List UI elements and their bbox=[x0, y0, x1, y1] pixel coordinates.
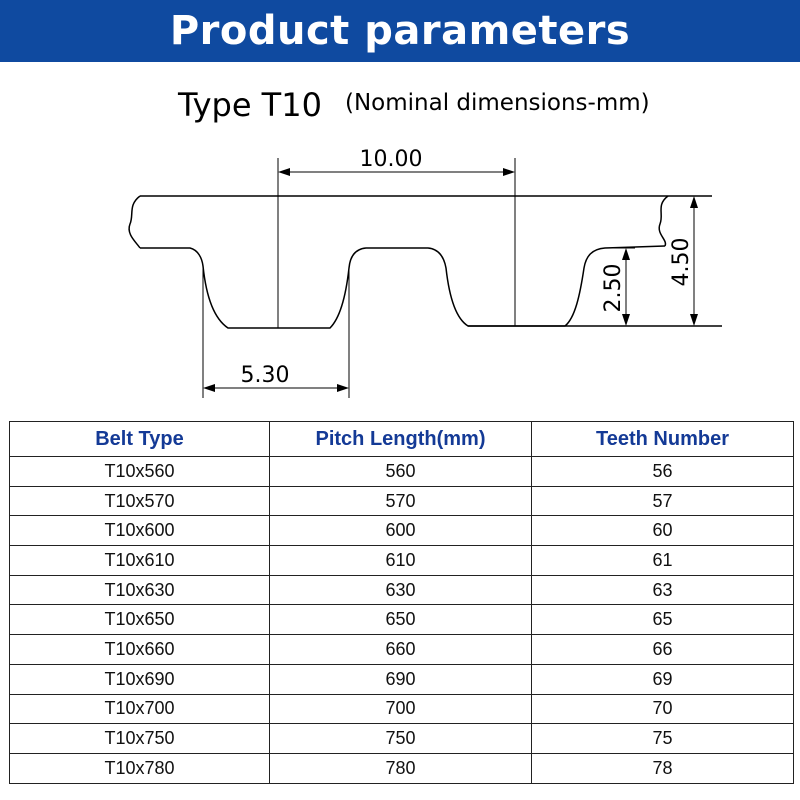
arrow-thickness-bottom bbox=[690, 314, 698, 326]
tooth-profile-diagram bbox=[0, 140, 800, 410]
belt-thickness-label: 4.50 bbox=[669, 237, 694, 287]
table-row bbox=[10, 546, 794, 576]
cell-belt-type: T10x630 bbox=[10, 575, 270, 605]
cell-belt-type: T10x650 bbox=[10, 605, 270, 635]
cell-pitch-length: 690 bbox=[270, 664, 532, 694]
table-row bbox=[10, 486, 794, 516]
right-break-line bbox=[659, 196, 668, 246]
arrow-tooth-height-top bbox=[622, 248, 630, 260]
cell-teeth-number: 78 bbox=[532, 753, 794, 783]
cell-teeth-number: 57 bbox=[532, 486, 794, 516]
belt-spec-table bbox=[9, 421, 794, 784]
cell-pitch-length: 600 bbox=[270, 516, 532, 546]
table-row bbox=[10, 724, 794, 754]
table-header-row bbox=[10, 422, 794, 457]
arrow-pitch-left bbox=[278, 168, 290, 176]
arrow-width-right bbox=[337, 384, 349, 392]
arrow-width-left bbox=[203, 384, 215, 392]
column-header-pitch-length: Pitch Length(mm) bbox=[270, 422, 532, 457]
cell-teeth-number: 63 bbox=[532, 575, 794, 605]
cell-pitch-length: 750 bbox=[270, 724, 532, 754]
cell-pitch-length: 630 bbox=[270, 575, 532, 605]
page-title: Product parameters bbox=[169, 8, 631, 54]
cell-pitch-length: 780 bbox=[270, 753, 532, 783]
cell-teeth-number: 61 bbox=[532, 546, 794, 576]
left-break-line bbox=[129, 196, 140, 248]
cell-pitch-length: 560 bbox=[270, 457, 532, 487]
belt-profile bbox=[129, 196, 722, 328]
cell-pitch-length: 700 bbox=[270, 694, 532, 724]
table-row bbox=[10, 635, 794, 665]
column-header-belt-type: Belt Type bbox=[10, 422, 270, 457]
title-banner bbox=[0, 0, 800, 62]
cell-belt-type: T10x700 bbox=[10, 694, 270, 724]
table-row bbox=[10, 516, 794, 546]
cell-belt-type: T10x560 bbox=[10, 457, 270, 487]
arrow-tooth-height-bottom bbox=[622, 314, 630, 326]
tooth-outline bbox=[140, 246, 665, 328]
belt-type-label: Type T10 bbox=[178, 86, 322, 124]
table-row bbox=[10, 753, 794, 783]
units-note: (Nominal dimensions-mm) bbox=[345, 90, 650, 116]
cell-pitch-length: 610 bbox=[270, 546, 532, 576]
arrow-pitch-right bbox=[503, 168, 515, 176]
tooth-width-label: 5.30 bbox=[240, 363, 290, 388]
cell-teeth-number: 70 bbox=[532, 694, 794, 724]
cell-teeth-number: 65 bbox=[532, 605, 794, 635]
cell-pitch-length: 660 bbox=[270, 635, 532, 665]
cell-belt-type: T10x610 bbox=[10, 546, 270, 576]
table-row bbox=[10, 605, 794, 635]
cell-teeth-number: 56 bbox=[532, 457, 794, 487]
cell-teeth-number: 66 bbox=[532, 635, 794, 665]
cell-belt-type: T10x780 bbox=[10, 753, 270, 783]
cell-belt-type: T10x690 bbox=[10, 664, 270, 694]
cell-teeth-number: 60 bbox=[532, 516, 794, 546]
tooth-height-label: 2.50 bbox=[601, 263, 626, 313]
pitch-dimension-label: 10.00 bbox=[359, 147, 423, 172]
table-row bbox=[10, 457, 794, 487]
cell-belt-type: T10x600 bbox=[10, 516, 270, 546]
cell-teeth-number: 69 bbox=[532, 664, 794, 694]
arrow-thickness-top bbox=[690, 196, 698, 208]
table-row bbox=[10, 664, 794, 694]
table-row bbox=[10, 575, 794, 605]
cell-belt-type: T10x570 bbox=[10, 486, 270, 516]
column-header-teeth-number: Teeth Number bbox=[532, 422, 794, 457]
table-body bbox=[10, 457, 794, 784]
cell-teeth-number: 75 bbox=[532, 724, 794, 754]
cell-pitch-length: 650 bbox=[270, 605, 532, 635]
table-row bbox=[10, 694, 794, 724]
cell-belt-type: T10x660 bbox=[10, 635, 270, 665]
spec-heading bbox=[0, 84, 800, 128]
cell-belt-type: T10x750 bbox=[10, 724, 270, 754]
cell-pitch-length: 570 bbox=[270, 486, 532, 516]
